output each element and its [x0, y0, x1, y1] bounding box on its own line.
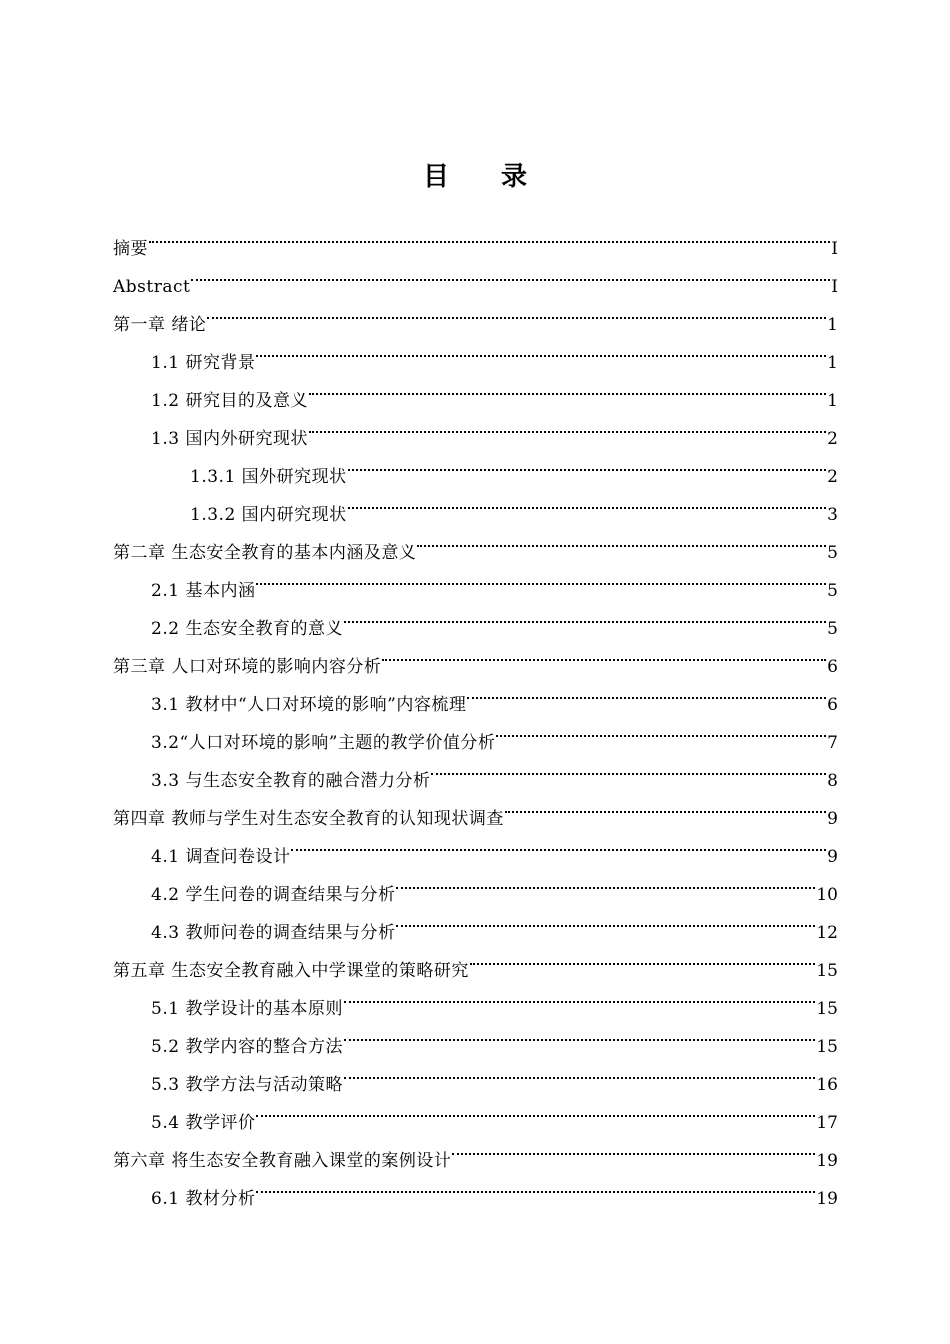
toc-entry-label: 第三章 人口对环境的影响内容分析	[113, 657, 382, 677]
toc-entry-label: 5.1 教学设计的基本原则	[151, 999, 343, 1019]
toc-entry-label: 第六章 将生态安全教育融入课堂的案例设计	[113, 1151, 452, 1171]
toc-entry-page-number: 5	[827, 619, 838, 639]
toc-entry-page-number: 19	[816, 1189, 838, 1209]
toc-entry-label: 5.4 教学评价	[151, 1113, 256, 1133]
toc-entry-page-number: 1	[827, 315, 838, 335]
page-title	[0, 156, 950, 193]
toc-leader-dots	[348, 482, 827, 520]
toc-entry-page-number: 10	[816, 885, 838, 905]
toc-entry-label: 1.2 研究目的及意义	[151, 391, 308, 411]
toc-leader-dots	[291, 824, 826, 862]
toc-entry-page-number: 5	[827, 581, 838, 601]
page-title-right: 录	[501, 162, 528, 192]
toc-entry-label: 1.3.2 国内研究现状	[190, 505, 347, 525]
toc-entry-label: 6.1 教材分析	[151, 1189, 256, 1209]
toc-entry[interactable]	[113, 292, 838, 335]
toc-leader-dots	[467, 672, 826, 710]
toc-entry-page-number: 6	[827, 695, 838, 715]
toc-leader-dots	[256, 558, 826, 596]
toc-entry-label: 1.3.1 国外研究现状	[190, 467, 347, 487]
toc-leader-dots	[396, 900, 815, 938]
toc-entry-page-number: I	[831, 277, 838, 297]
page-title-left: 目	[422, 162, 449, 192]
toc-leader-dots	[309, 368, 826, 406]
toc-entry-page-number: 9	[827, 809, 838, 829]
toc-entry-page-number: 8	[827, 771, 838, 791]
toc-entry-page-number: 15	[816, 961, 838, 981]
toc-entry-label: 3.1 教材中“人口对环境的影响”内容梳理	[151, 695, 467, 715]
toc-entry-page-number: 9	[827, 847, 838, 867]
toc-leader-dots	[344, 976, 815, 1014]
toc-leader-dots	[207, 292, 826, 330]
toc-entry-label: 1.3 国内外研究现状	[151, 429, 308, 449]
toc-entry-page-number: 1	[827, 353, 838, 373]
toc-leader-dots	[382, 634, 826, 672]
toc-entry-label: 第一章 绪论	[113, 315, 207, 335]
toc-entry-label: Abstract	[113, 277, 191, 297]
toc-leader-dots	[496, 710, 826, 748]
toc-entry-label: 4.2 学生问卷的调查结果与分析	[151, 885, 396, 905]
toc-leader-dots	[256, 1090, 815, 1128]
toc-entry-label: 3.2“人口对环境的影响”主题的教学价值分析	[151, 733, 496, 753]
toc-leader-dots	[191, 254, 830, 292]
toc-entry-page-number: 16	[816, 1075, 838, 1095]
toc-entry-page-number: 2	[827, 467, 838, 487]
toc-entry-page-number: 3	[827, 505, 838, 525]
toc-entry-page-number: 1	[827, 391, 838, 411]
toc-leader-dots	[344, 1052, 815, 1090]
toc-entry-page-number: 17	[816, 1113, 838, 1133]
toc-entry-label: 4.1 调查问卷设计	[151, 847, 291, 867]
toc-entry-label: 摘要	[113, 239, 148, 259]
toc-leader-dots	[344, 596, 826, 634]
table-of-contents	[113, 216, 838, 1209]
toc-entry-label: 5.3 教学方法与活动策略	[151, 1075, 343, 1095]
toc-leader-dots	[417, 520, 826, 558]
toc-entry-page-number: 19	[816, 1151, 838, 1171]
toc-leader-dots	[344, 1014, 815, 1052]
toc-leader-dots	[505, 786, 826, 824]
toc-entry-label: 5.2 教学内容的整合方法	[151, 1037, 343, 1057]
toc-leader-dots	[149, 216, 830, 254]
toc-entry-label: 3.3 与生态安全教育的融合潜力分析	[151, 771, 431, 791]
toc-entry-label: 第四章 教师与学生对生态安全教育的认知现状调查	[113, 809, 504, 829]
toc-entry-label: 2.1 基本内涵	[151, 581, 256, 601]
toc-entry-page-number: I	[831, 239, 838, 259]
toc-entry-page-number: 12	[816, 923, 838, 943]
toc-entry-label: 第五章 生态安全教育融入中学课堂的策略研究	[113, 961, 469, 981]
toc-leader-dots	[396, 862, 815, 900]
toc-entry-page-number: 7	[827, 733, 838, 753]
toc-leader-dots	[348, 444, 827, 482]
toc-entry-page-number: 15	[816, 999, 838, 1019]
toc-entry-label: 1.1 研究背景	[151, 353, 256, 373]
toc-leader-dots	[431, 748, 826, 786]
toc-entry-page-number: 2	[827, 429, 838, 449]
toc-leader-dots	[452, 1128, 815, 1166]
toc-entry-label: 2.2 生态安全教育的意义	[151, 619, 343, 639]
toc-entry[interactable]	[113, 330, 838, 373]
toc-entry-page-number: 6	[827, 657, 838, 677]
toc-entry[interactable]	[113, 216, 838, 259]
toc-entry-label: 第二章 生态安全教育的基本内涵及意义	[113, 543, 417, 563]
toc-entry-label: 4.3 教师问卷的调查结果与分析	[151, 923, 396, 943]
toc-entry-page-number: 15	[816, 1037, 838, 1057]
toc-leader-dots	[256, 330, 826, 368]
toc-entry[interactable]	[113, 254, 838, 297]
toc-leader-dots	[256, 1166, 815, 1204]
toc-entry-page-number: 5	[827, 543, 838, 563]
toc-leader-dots	[309, 406, 826, 444]
toc-leader-dots	[470, 938, 815, 976]
